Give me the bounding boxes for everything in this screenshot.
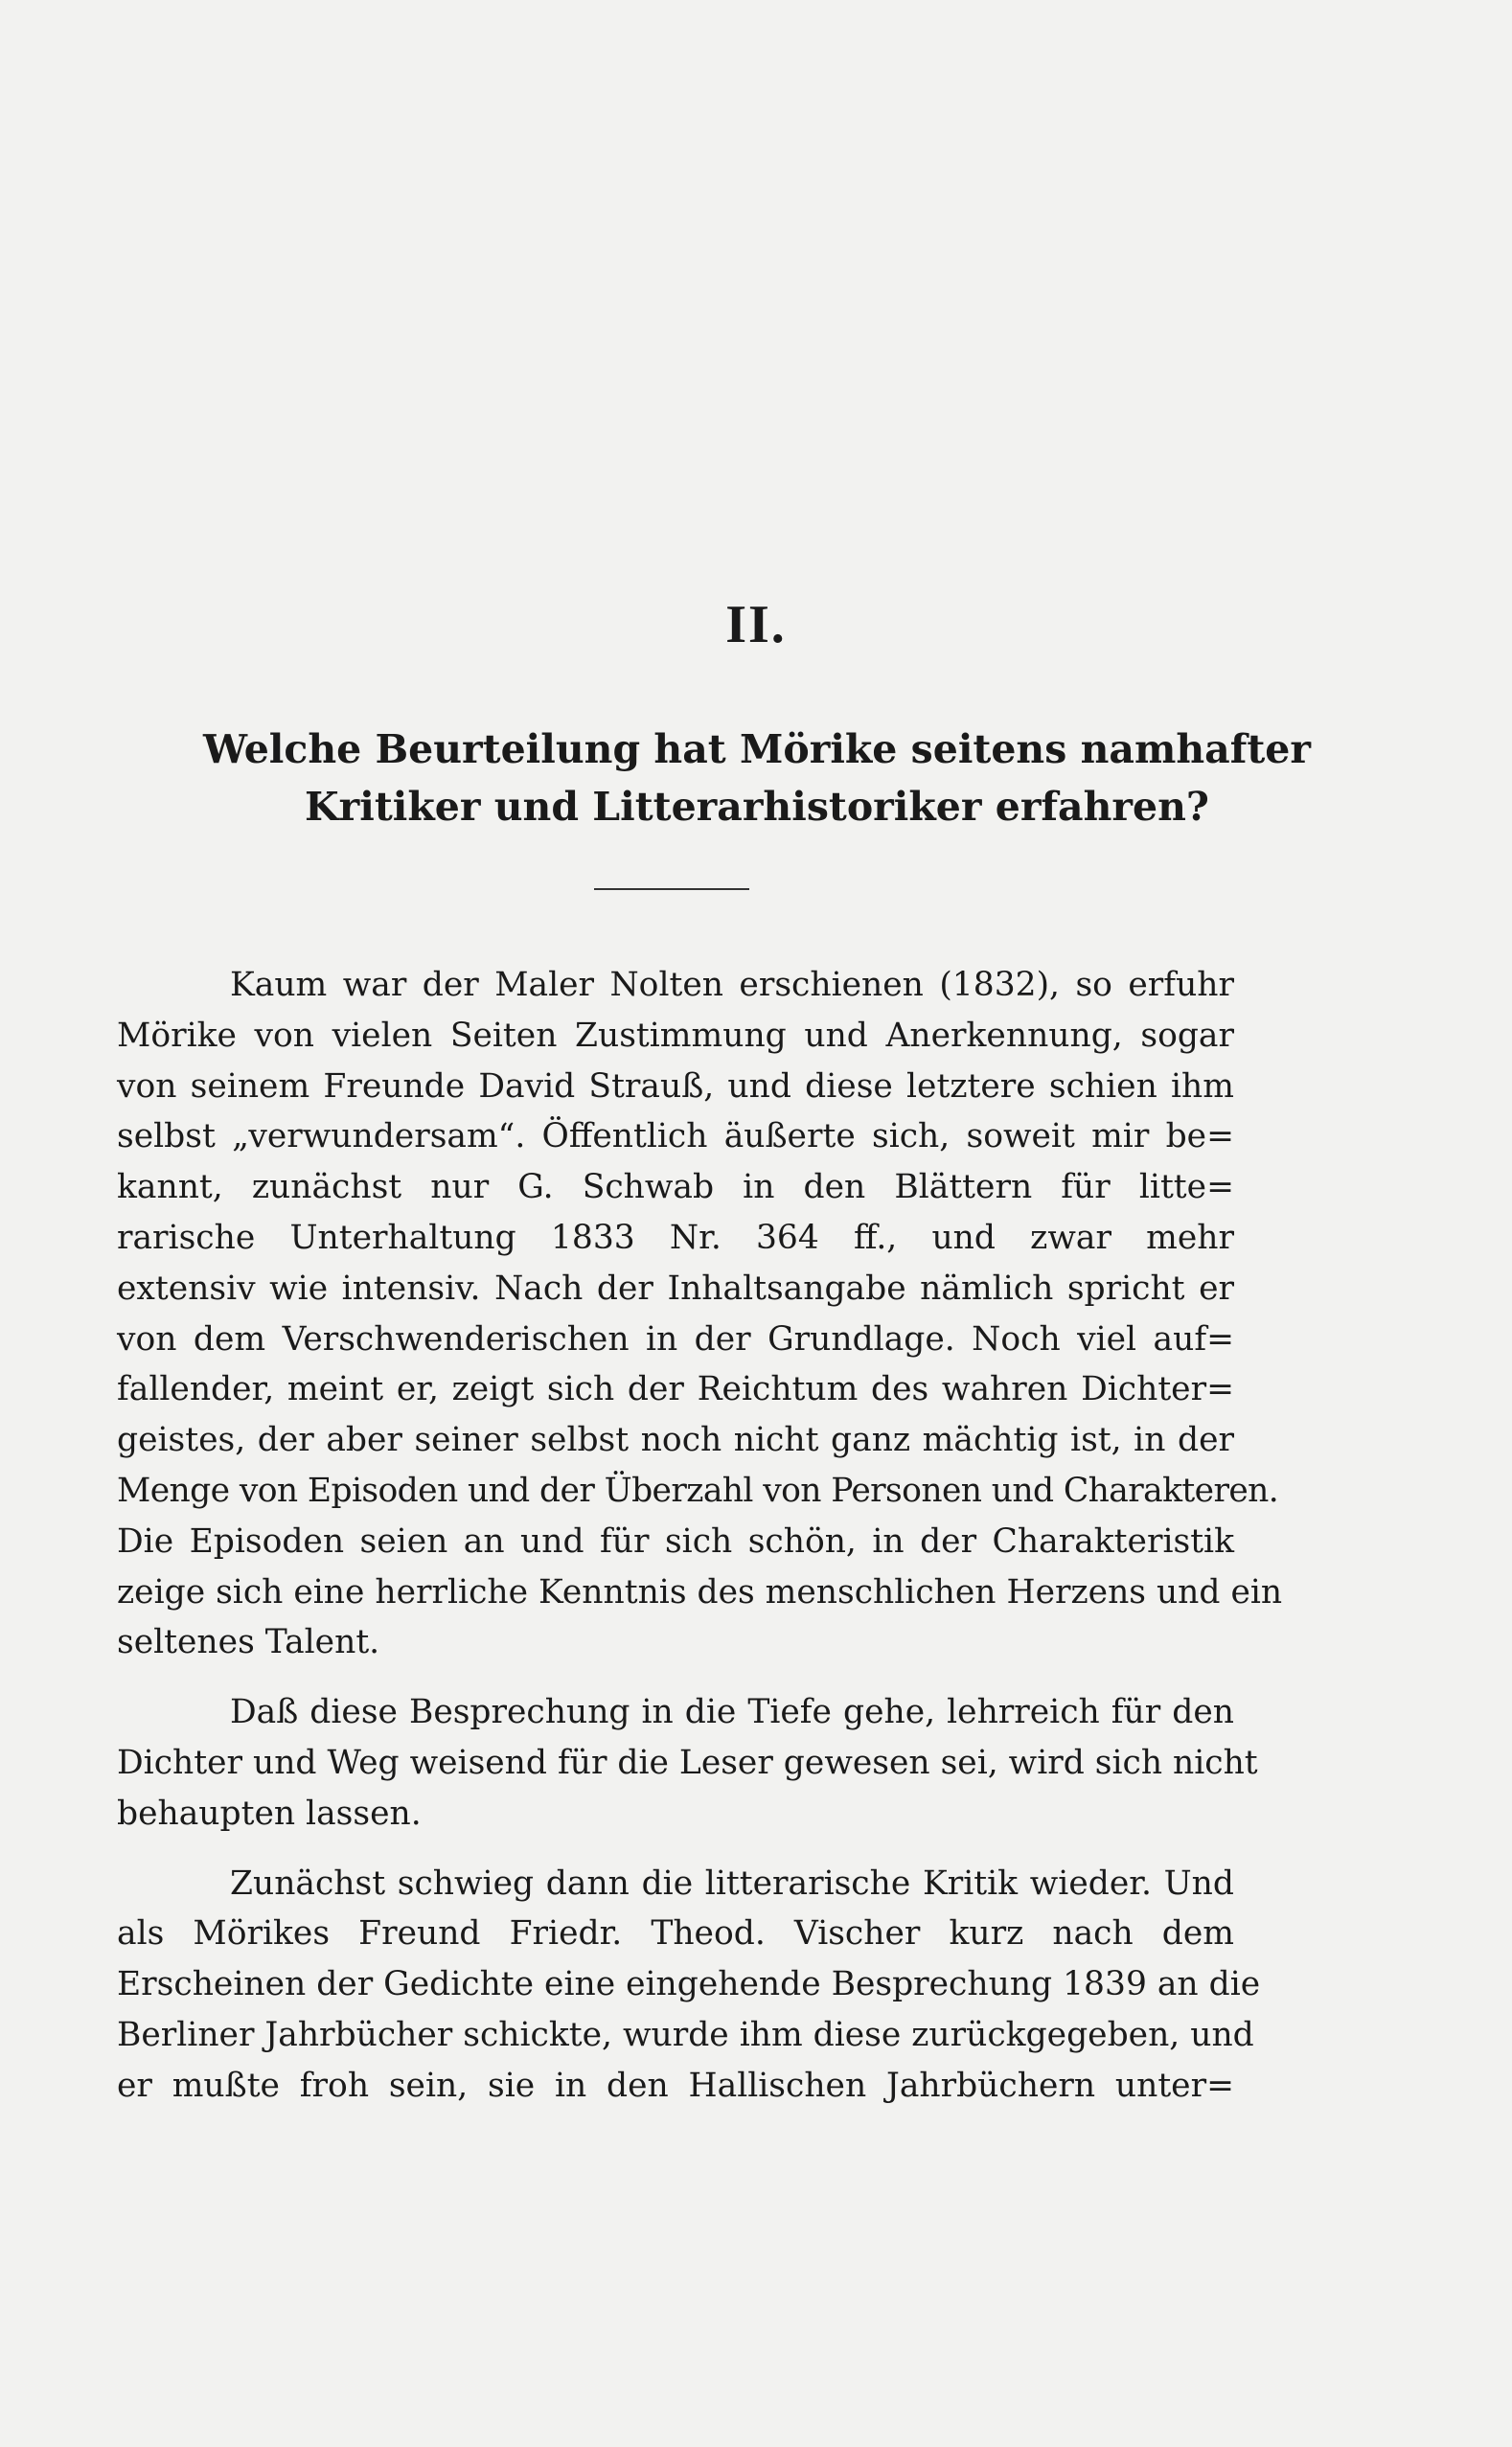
text-line: Dichter und Weg weisend für die Leser gewesen sei, wird sich nicht [117,1743,1258,1782]
chapter-title-line: Kritiker und Litterarhistoriker erfahren? [305,784,1209,830]
body-text [117,960,1283,2112]
text-line: Berliner Jahrbücher schickte, wurde ihm diese zurückgegeben, und [117,2015,1254,2054]
text-line: zeige sich eine herrliche Kenntnis des menschlichen Herzens und ein [117,1572,1283,1612]
chapter-title [115,720,1399,835]
text-line: von seinem Freunde David Strauß, und diese letztere schien ihm [117,1066,1234,1106]
text-line: Die Episoden seien an und für sich schön, in der Charakteristik [117,1521,1234,1561]
text-line: Daß diese Besprechung in die Tiefe gehe, lehrreich für den [230,1693,1234,1732]
text-line: Kaum war der Maler Nolten erschienen (1832), so erfuhr [230,966,1234,1004]
text-line: extensiv wie intensiv. Nach der Inhaltsangabe nämlich spricht er [117,1269,1234,1308]
chapter-number: II. [725,595,787,654]
text-line: Zunächst schwieg dann die litterarische Kritik wieder. Und [230,1864,1234,1903]
text-line: kannt, zunächst nur G. Schwab in den Blättern für litte= [117,1168,1234,1207]
text-line: Mörike von vielen Seiten Zustimmung und Anerkennung, sogar [117,1016,1234,1055]
text-line: rarische Unterhaltung 1833 Nr. 364 ff., und zwar mehr [117,1218,1234,1257]
text-line: selbst „verwundersam“. Öffentlich äußerte sich, soweit mir be= [117,1117,1234,1156]
text-line: geistes, der aber seiner selbst noch nicht ganz mächtig ist, in der [117,1421,1234,1460]
text-line: von dem Verschwenderischen in der Grundlage. Noch viel auf= [117,1319,1234,1359]
chapter-title-line: Welche Beurteilung hat Mörike seitens namhafter [203,726,1311,772]
text-line: behaupten lassen. [117,1794,422,1833]
text-line: Erscheinen der Gedichte eine eingehende Besprechung 1839 an die [117,1965,1261,2004]
text-line: Menge von Episoden und der Überzahl von Personen und Charakteren. [117,1471,1279,1510]
section-divider [594,888,749,890]
text-line: als Mörikes Freund Friedr. Theod. Vischer kurz nach dem [117,1914,1234,1954]
text-line: seltenes Talent. [117,1623,380,1662]
text-line: er mußte froh sein, sie in den Hallischen Jahrbüchern unter= [117,2066,1234,2105]
text-line: fallender, meint er, zeigt sich der Reichtum des wahren Dichter= [117,1370,1234,1409]
